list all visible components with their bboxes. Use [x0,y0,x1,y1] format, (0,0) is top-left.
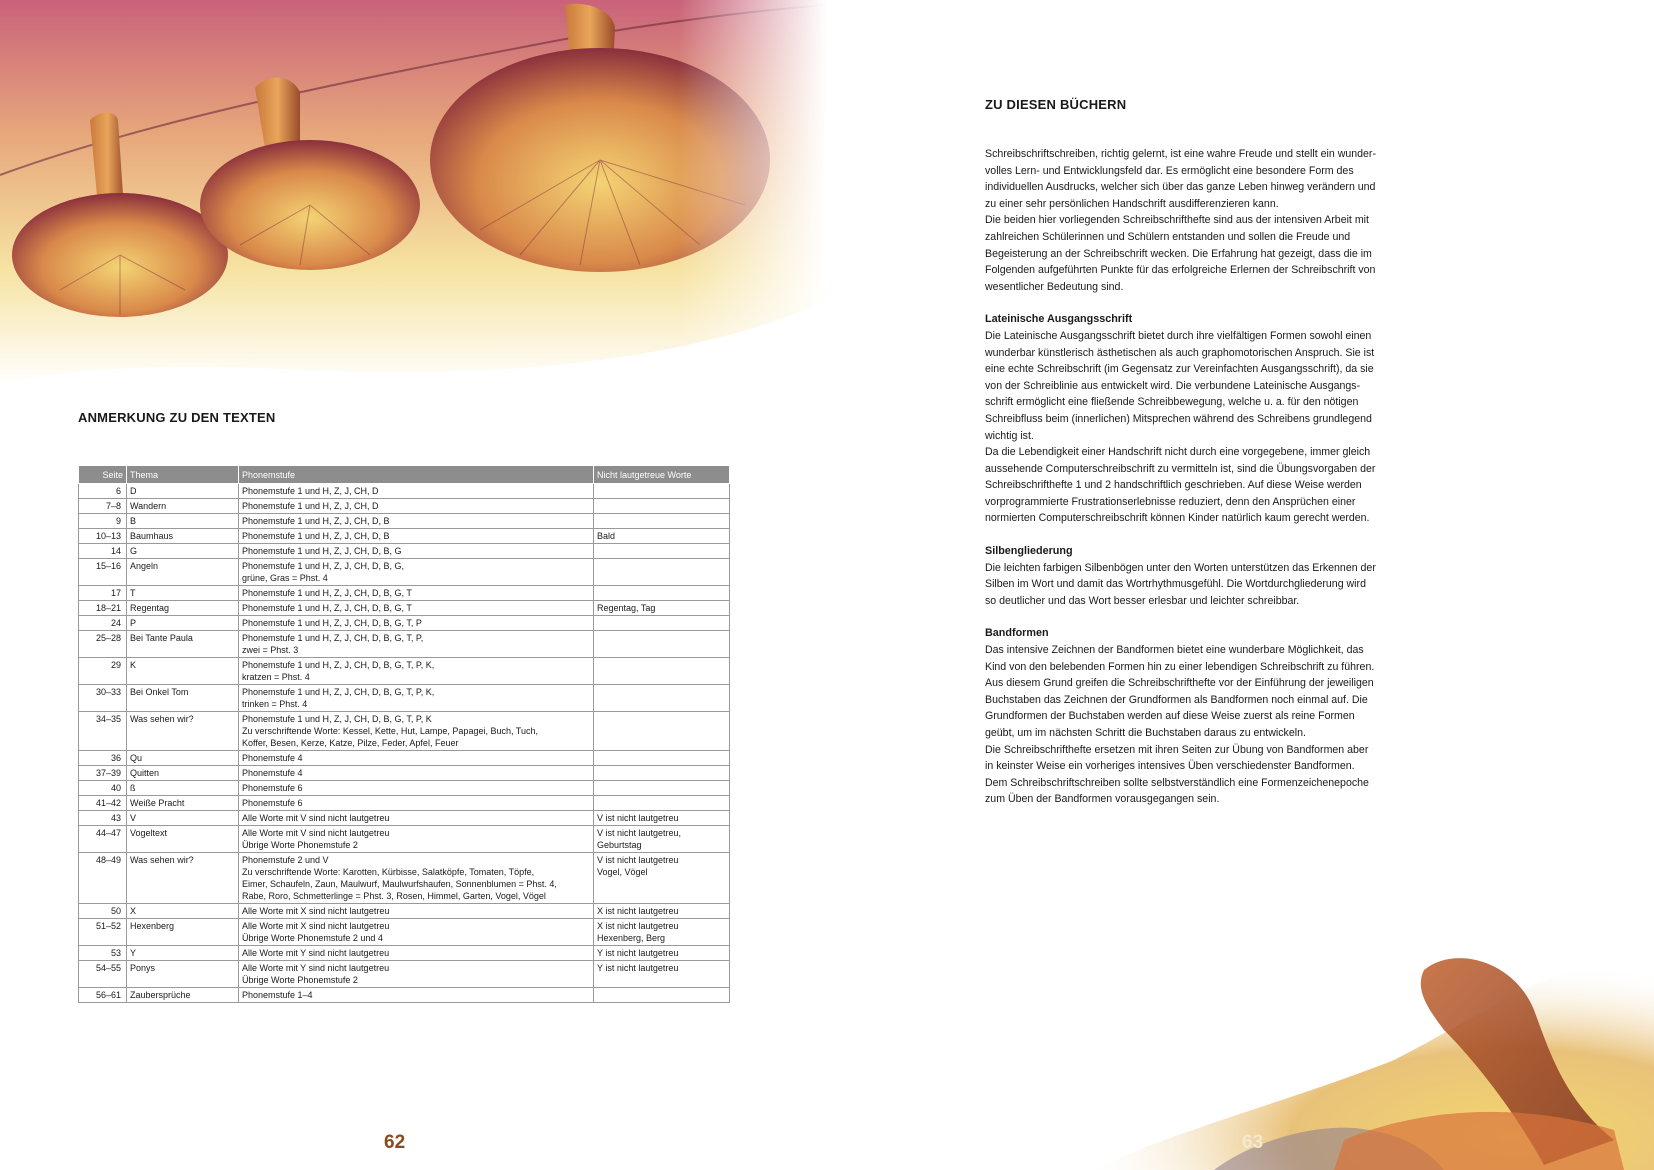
text-line: wichtig ist. [985,429,1034,442]
cell-nicht-lautgetreu-line: Y ist nicht lautgetreu [597,963,679,973]
cell-seite: 37–39 [79,766,127,781]
right-page-title: ZU DIESEN BÜCHERN [985,97,1127,112]
text-line: Buchstaben das Zeichnen der Grundformen als Bandformen noch einmal auf. Die [985,693,1368,706]
cell-nicht-lautgetreu [594,781,730,796]
text-line: individuellen Ausdrucks, welcher sich über das ganze Leben hinweg verändern und [985,181,1376,194]
cell-nicht-lautgetreu-line: Regentag, Tag [597,603,656,613]
cell-thema: Vogeltext [127,826,239,853]
cell-seite: 6 [79,484,127,499]
cell-phonemstufe-line: Phonemstufe 1 und H, Z, J, CH, D, B, G, T, P [242,618,422,628]
cell-thema: Quitten [127,766,239,781]
cell-thema: Y [127,946,239,961]
text-line: Die Lateinische Ausgangsschrift bietet durch ihre vielfältigen Formen sowohl einen [985,329,1372,342]
cell-phonemstufe-line: Übrige Worte Phonemstufe 2 [242,975,358,985]
table-row [79,751,730,766]
cell-phonemstufe-line: Koffer, Besen, Kerze, Katze, Pilze, Feder, Apfel, Feuer [242,738,459,748]
cell-thema: Was sehen wir? [127,853,239,904]
cell-thema: Zaubersprüche [127,988,239,1003]
cell-nicht-lautgetreu [594,919,730,946]
cell-thema: B [127,514,239,529]
heading-lateinische-ausgangsschrift: Lateinische Ausgangsschrift [985,313,1133,326]
cell-seite: 41–42 [79,796,127,811]
table-row [79,484,730,499]
cell-phonemstufe-line: Phonemstufe 1 und H, Z, J, CH, D, B, G, [242,561,405,571]
table-row [79,826,730,853]
mushroom-illustration-bottom [1094,950,1654,1170]
cell-phonemstufe [239,499,594,514]
cell-phonemstufe-line: Alle Worte mit X sind nicht lautgetreu [242,906,390,916]
heading-bandformen: Bandformen [985,627,1049,640]
cell-seite: 54–55 [79,961,127,988]
cell-seite: 48–49 [79,853,127,904]
cell-phonemstufe-line: Alle Worte mit V sind nicht lautgetreu [242,828,390,838]
cell-nicht-lautgetreu [594,559,730,586]
cell-nicht-lautgetreu [594,766,730,781]
cell-nicht-lautgetreu [594,499,730,514]
table-row [79,946,730,961]
cell-phonemstufe [239,766,594,781]
cell-thema: Ponys [127,961,239,988]
cell-phonemstufe-line: Phonemstufe 1 und H, Z, J, CH, D, B, G, T, P, K [242,714,432,724]
cell-phonemstufe [239,484,594,499]
cell-seite: 18–21 [79,601,127,616]
text-line: Silben im Wort und damit das Wortrhythmusgefühl. Die Wortdurchgliederung wird [985,578,1366,591]
cell-nicht-lautgetreu [594,853,730,904]
cell-phonemstufe [239,544,594,559]
cell-phonemstufe-line: Alle Worte mit V sind nicht lautgetreu [242,813,390,823]
table-header-row [79,466,730,484]
cell-nicht-lautgetreu [594,586,730,601]
text-line: volles Lern- und Entwicklungsfeld dar. Es ermöglicht eine besondere Form des [985,164,1354,177]
cell-seite: 14 [79,544,127,559]
page-number-left: 62 [384,1132,406,1153]
cell-thema: G [127,544,239,559]
cell-phonemstufe-line: kratzen = Phst. 4 [242,672,310,682]
cell-phonemstufe-line: Phonemstufe 2 und V [242,855,329,865]
text-line: Folgenden aufgeführten Punkte für das erfolgreiche Erlernen der Schreibschrift von [985,264,1376,277]
table-row [79,559,730,586]
cell-nicht-lautgetreu-line: X ist nicht lautgetreu [597,906,679,916]
text-line: Das intensive Zeichnen der Bandformen bietet eine wunderbare Möglichkeit, das [985,644,1364,657]
section-bandformen-text [985,642,1455,808]
table-row [79,601,730,616]
cell-nicht-lautgetreu-line: Geburtstag [597,840,642,850]
cell-phonemstufe-line: Rabe, Roro, Schmetterlinge = Phst. 3, Rosen, Himmel, Garten, Vogel, Vögel [242,891,546,901]
text-line: Schreibschriftschreiben, richtig gelernt, ist eine wahre Freude und stellt ein wunder- [985,148,1376,160]
cell-seite: 53 [79,946,127,961]
cell-phonemstufe-line: Alle Worte mit X sind nicht lautgetreu [242,921,390,931]
cell-phonemstufe-line: Alle Worte mit Y sind nicht lautgetreu [242,963,390,973]
cell-thema: Angeln [127,559,239,586]
cell-phonemstufe [239,919,594,946]
cell-nicht-lautgetreu [594,544,730,559]
cell-thema: Hexenberg [127,919,239,946]
cell-phonemstufe-line: Zu verschriftende Worte: Karotten, Kürbisse, Salatköpfe, Tomaten, Töpfe, [242,867,535,877]
cell-seite: 17 [79,586,127,601]
cell-nicht-lautgetreu [594,946,730,961]
cell-nicht-lautgetreu-line: Vogel, Vögel [597,867,648,877]
text-line: Schreibschrifthefte 1 und 2 handschriftlich geschrieben. Auf diese Weise werden [985,479,1362,492]
cell-nicht-lautgetreu [594,826,730,853]
text-line: Dem Schreibschriftschreiben sollte selbstverständlich eine Formenzeichenepoche [985,776,1369,789]
cell-nicht-lautgetreu-line: V ist nicht lautgetreu [597,855,679,865]
cell-nicht-lautgetreu-line: Hexenberg, Berg [597,933,666,943]
cell-nicht-lautgetreu-line: X ist nicht lautgetreu [597,921,679,931]
right-page [827,0,1654,1170]
cell-phonemstufe-line: Übrige Worte Phonemstufe 2 und 4 [242,933,383,943]
cell-thema: Was sehen wir? [127,712,239,751]
cell-nicht-lautgetreu [594,961,730,988]
cell-nicht-lautgetreu [594,631,730,658]
cell-thema: T [127,586,239,601]
text-line: Die leichten farbigen Silbenbögen unter den Worten unterstützen das Erkennen der [985,561,1376,574]
cell-thema: K [127,658,239,685]
cell-phonemstufe-line: Phonemstufe 4 [242,753,303,763]
cell-phonemstufe [239,514,594,529]
right-body-text [985,146,1455,808]
cell-nicht-lautgetreu-line: V ist nicht lautgetreu [597,813,679,823]
header-nicht-lautgetreu: Nicht lautgetreue Worte [594,466,730,484]
table-body [79,484,730,1003]
cell-seite: 24 [79,616,127,631]
cell-seite: 36 [79,751,127,766]
header-thema: Thema [127,466,239,484]
cell-nicht-lautgetreu-line: V ist nicht lautgetreu, [597,828,682,838]
cell-phonemstufe-line: Phonemstufe 1 und H, Z, J, CH, D, B [242,516,390,526]
cell-phonemstufe-line: Phonemstufe 1 und H, Z, J, CH, D, B, G [242,546,402,556]
cell-thema: V [127,811,239,826]
cell-seite: 29 [79,658,127,685]
cell-thema: Bei Tante Paula [127,631,239,658]
cell-phonemstufe-line: Phonemstufe 1 und H, Z, J, CH, D [242,486,379,496]
table-row [79,781,730,796]
cell-thema: P [127,616,239,631]
cell-phonemstufe-line: Alle Worte mit Y sind nicht lautgetreu [242,948,390,958]
cell-thema: Bei Onkel Tom [127,685,239,712]
text-line: vorprogrammierte Frustrationserlebnisse reduziert, denn den Ansprüchen einer [985,495,1356,508]
cell-seite: 30–33 [79,685,127,712]
text-line: Da die Lebendigkeit einer Handschrift nicht durch eine vorgegebene, immer gleich [985,446,1371,459]
table-row [79,853,730,904]
cell-phonemstufe [239,811,594,826]
cell-phonemstufe-line: grüne, Gras = Phst. 4 [242,573,328,583]
table-row [79,514,730,529]
cell-thema: Qu [127,751,239,766]
cell-nicht-lautgetreu [594,658,730,685]
cell-thema: ß [127,781,239,796]
table-row [79,766,730,781]
table-row [79,586,730,601]
table-row [79,811,730,826]
text-line: wesentlicher Bedeutung sind. [985,280,1124,293]
text-line: Kind von den belebenden Formen hin zu einer lebendigen Schreibschrift zu führen. [985,660,1375,673]
cell-phonemstufe [239,529,594,544]
cell-seite: 40 [79,781,127,796]
text-line: normierten Computerschreibschrift können Kinder natürlich kaum gerecht werden. [985,512,1370,525]
table-row [79,904,730,919]
table-row [79,685,730,712]
text-line: Die Schreibschrifthefte ersetzen mit ihren Seiten zur Übung von Bandformen aber [985,743,1369,756]
cell-phonemstufe-line: Phonemstufe 1 und H, Z, J, CH, D, B [242,531,390,541]
text-line: zahlreichen Schülerinnen und Schülern entstanden und sollen die Freude und [985,230,1351,243]
cell-nicht-lautgetreu-line: Bald [597,531,616,541]
text-line: geübt, um im nächsten Schritt die Buchstaben daraus zu entwickeln. [985,727,1306,739]
table-row [79,631,730,658]
cell-phonemstufe-line: Phonemstufe 6 [242,783,303,793]
cell-thema: Wandern [127,499,239,514]
cell-seite: 44–47 [79,826,127,853]
cell-nicht-lautgetreu [594,904,730,919]
table-row [79,544,730,559]
section-lateinische-ausgangsschrift-text [985,328,1455,527]
text-line: Die beiden hier vorliegenden Schreibschrifthefte sind aus der intensiven Arbeit mit [985,214,1369,227]
text-line: Aus diesem Grund greifen die Schreibschrifthefte vor der Einführung der jeweiligen [985,677,1374,690]
text-line: schrift ermöglicht eine fließende Schreibbewegung, welche u. a. für den nötigen [985,396,1359,409]
cell-thema: Regentag [127,601,239,616]
cell-phonemstufe [239,853,594,904]
cell-phonemstufe [239,781,594,796]
text-line: in keinster Weise ein vorheriges intensives Üben verschiedenster Bandformen. [985,760,1355,773]
text-line: wunderbar künstlerisch ästhetischen als auch graphomotorischen Anspruch. Sie ist [985,346,1375,359]
header-phonemstufe: Phonemstufe [239,466,594,484]
cell-phonemstufe-line: Übrige Worte Phonemstufe 2 [242,840,358,850]
cell-nicht-lautgetreu [594,811,730,826]
cell-thema: Baumhaus [127,529,239,544]
cell-phonemstufe-line: Zu verschriftende Worte: Kessel, Kette, Hut, Lampe, Papagei, Buch, Tuch, [242,726,538,736]
cell-seite: 9 [79,514,127,529]
cell-thema: X [127,904,239,919]
phonem-table [78,465,730,1003]
table-row [79,961,730,988]
table-row [79,616,730,631]
header-seite: Seite [79,466,127,484]
section-silbengliederung-text [985,560,1455,610]
cell-phonemstufe-line: Phonemstufe 1 und H, Z, J, CH, D, B, G, T, P, K, [242,687,435,697]
cell-phonemstufe [239,751,594,766]
table-row [79,499,730,514]
cell-phonemstufe-line: Phonemstufe 6 [242,798,303,808]
cell-phonemstufe [239,712,594,751]
table-row [79,796,730,811]
cell-nicht-lautgetreu [594,988,730,1003]
cell-seite: 7–8 [79,499,127,514]
cell-seite: 56–61 [79,988,127,1003]
cell-phonemstufe [239,559,594,586]
left-page-title: ANMERKUNG ZU DEN TEXTEN [78,410,276,425]
cell-phonemstufe-line: zwei = Phst. 3 [242,645,299,655]
cell-phonemstufe-line: Phonemstufe 1–4 [242,990,313,1000]
table-row [79,712,730,751]
table-row [79,919,730,946]
cell-phonemstufe [239,685,594,712]
mushroom-illustration [0,0,827,390]
cell-phonemstufe-line: Phonemstufe 1 und H, Z, J, CH, D, B, G, T [242,588,412,598]
cell-nicht-lautgetreu [594,514,730,529]
page-number-right: 63 [1242,1132,1264,1153]
text-line: zum Üben der Bandformen vorausgegangen sein. [985,793,1220,806]
cell-nicht-lautgetreu [594,484,730,499]
cell-phonemstufe [239,826,594,853]
table-row [79,658,730,685]
cell-phonemstufe [239,988,594,1003]
cell-phonemstufe-line: Phonemstufe 1 und H, Z, J, CH, D, B, G, T, P, [242,633,424,643]
cell-phonemstufe-line: Phonemstufe 1 und H, Z, J, CH, D [242,501,379,511]
cell-phonemstufe-line: Phonemstufe 1 und H, Z, J, CH, D, B, G, T, P, K, [242,660,435,670]
cell-seite: 34–35 [79,712,127,751]
text-line: aussehende Computerschreibschrift zu vermitteln ist, sind die Übungsvorgaben der [985,462,1376,475]
text-line: zu einer sehr persönlichen Handschrift ausdifferenzieren kann. [985,197,1279,210]
cell-seite: 50 [79,904,127,919]
heading-silbengliederung: Silbengliederung [985,545,1073,558]
cell-phonemstufe [239,616,594,631]
cell-seite: 10–13 [79,529,127,544]
cell-phonemstufe [239,631,594,658]
cell-nicht-lautgetreu [594,685,730,712]
intro-paragraph [985,146,1455,295]
cell-phonemstufe [239,658,594,685]
cell-seite: 43 [79,811,127,826]
table-row [79,529,730,544]
cell-phonemstufe [239,961,594,988]
cell-thema: Weiße Pracht [127,796,239,811]
cell-nicht-lautgetreu [594,601,730,616]
cell-nicht-lautgetreu [594,796,730,811]
cell-nicht-lautgetreu [594,529,730,544]
text-line: Schreibfluss beim (innerlichen) Mitsprechen während des Schreibens grundlegend [985,412,1372,425]
cell-nicht-lautgetreu-line: Y ist nicht lautgetreu [597,948,679,958]
cell-phonemstufe [239,904,594,919]
cell-phonemstufe-line: Eimer, Schaufeln, Zaun, Maulwurf, Maulwurfshaufen, Sonnenblumen = Phst. 4, [242,879,557,889]
text-line: Grundformen der Buchstaben werden auf diese Weise zuerst als reine Formen [985,710,1355,723]
phonem-table-container [78,465,729,1003]
cell-phonemstufe-line: Phonemstufe 1 und H, Z, J, CH, D, B, G, T [242,603,412,613]
cell-phonemstufe-line: Phonemstufe 4 [242,768,303,778]
text-line: so deutlicher und das Wort besser erlesbar und leichter schreibbar. [985,594,1300,607]
cell-nicht-lautgetreu [594,712,730,751]
cell-phonemstufe [239,946,594,961]
cell-thema: D [127,484,239,499]
text-line: Begeisterung an der Schreibschrift wecken. Die Erfahrung hat gezeigt, dass die im [985,247,1372,260]
cell-phonemstufe [239,586,594,601]
text-line: von der Schreiblinie aus entwickelt wird. Die verbundene Lateinische Ausgangs- [985,379,1361,392]
text-line: eine echte Schreibschrift (im Gegensatz zur Vereinfachten Ausgangsschrift), da sie [985,363,1374,376]
cell-seite: 51–52 [79,919,127,946]
cell-phonemstufe-line: trinken = Phst. 4 [242,699,308,709]
cell-seite: 25–28 [79,631,127,658]
cell-phonemstufe [239,796,594,811]
cell-nicht-lautgetreu [594,616,730,631]
table-row [79,988,730,1003]
cell-nicht-lautgetreu [594,751,730,766]
cell-phonemstufe [239,601,594,616]
cell-seite: 15–16 [79,559,127,586]
